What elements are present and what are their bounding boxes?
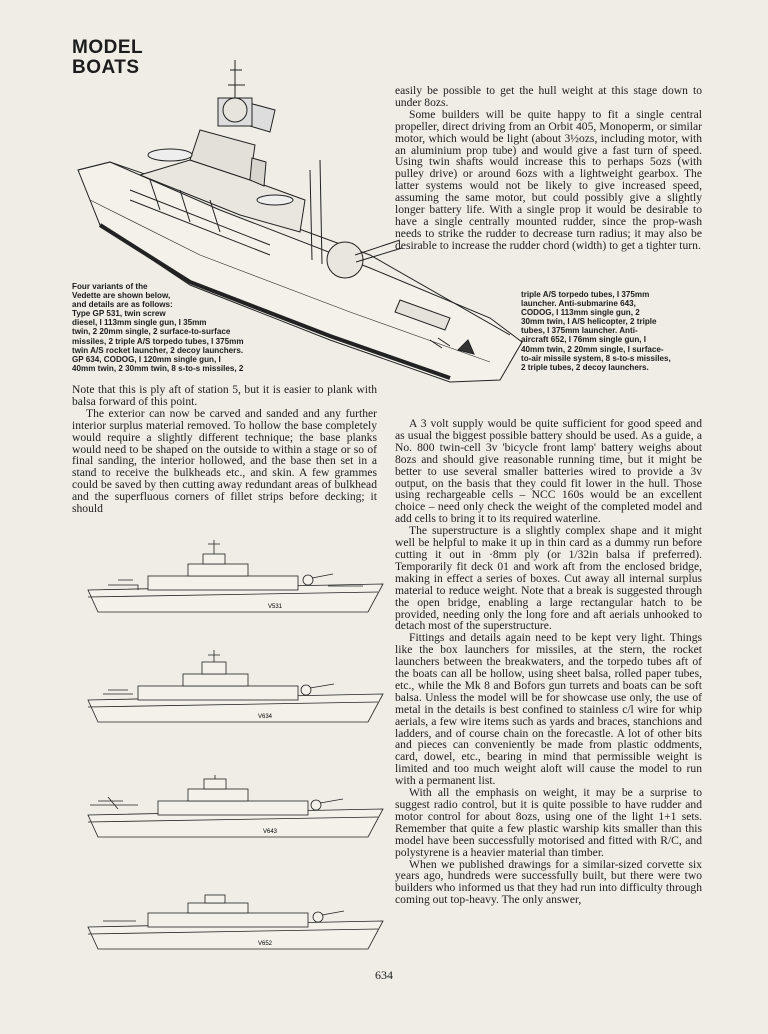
heading-line-1: MODEL bbox=[72, 37, 144, 58]
caption-line: Type GP 531, twin screw bbox=[72, 309, 166, 319]
caption-line: triple A/S torpedo tubes, I 375mm bbox=[521, 290, 650, 299]
caption-line: 30mm twin, I A/S helicopter, 2 triple bbox=[521, 317, 657, 327]
paragraph: With all the emphasis on weight, it may be a surprise to suggest radio control, but it is quite possible to have rudder and motor control for about 8ozs, using one of the light 1+1 sets. Remember that quite a few plastic warship kits smaller than this model have been successfully motorised and fitted with R/C, and polystyrene is a heavier material than timber. bbox=[395, 786, 702, 859]
paragraph: Some builders will be quite happy to fit a single central propeller, direct driving from an Orbit 405, Monoperm, or similar motor, which would be light (about 3½ozs, including motor, with an aluminium prop tube) and would give a fast turn of speed. Using twin shafts would increase this to perhaps 5ozs (with pulley drive) or around 6ozs with a lightweight gearbox. The latter systems would not be likely to give increased speed, assuming the same motor, but could possibly give a slightly longer battery life. With a single prop it would be desirable to have a single centrally mounted rudder, since the prop-wash needs to strike the rudder to decrease turn radius; it may also be desirable to increase the rudder chord (width) to get a tighter turn. bbox=[395, 107, 702, 252]
caption-line: to-air missile system, 8 s-to-s missiles, bbox=[521, 353, 671, 363]
figure-caption-left bbox=[72, 282, 312, 373]
ship-label: V531 bbox=[268, 604, 283, 610]
figure-caption-right bbox=[521, 290, 702, 372]
heading-line-2: BOATS bbox=[72, 57, 140, 78]
ship-profile-v643 bbox=[78, 775, 388, 845]
paragraph: The exterior can now be carved and sanded and any further interior surplus material removed. To hollow the base completely would require a slightly different technique; the base planks would need to be shaped on the outside to within a stage or so of final sanding, the interior hollowed, and the base then set in a stand to receive the bulkheads etc., and skin. A few grammes could be saved by then cutting away redundant areas of bulkhead and the superfluous corners of fillet strips before decking; it should bbox=[72, 406, 377, 516]
ship-label: V652 bbox=[258, 941, 273, 947]
caption-line: Vedette are shown below, bbox=[72, 291, 171, 301]
caption-line: tubes, I 375mm launcher. Anti- bbox=[521, 326, 638, 336]
caption-line: CODOG, I 113mm single gun, 2 bbox=[521, 308, 640, 318]
caption-line: twin, 2 20mm single, 2 surface-to-surface bbox=[72, 327, 231, 337]
caption-line: Four variants of the bbox=[72, 282, 148, 291]
caption-line: and details are as follows: bbox=[72, 300, 173, 310]
caption-line: 40mm twin, 2 20mm single, I surface- bbox=[521, 344, 664, 354]
paragraph: The superstructure is a slightly complex shape and it might well be helpful to make it up in thin card as a dummy run before cutting it out in ·8mm ply (or 1/32in balsa if preferred). Temporarily fit deck 01 and work aft from the enclosed bridge, making in effect a series of boxes. Cut away all internal surplus material to reduce weight. Note that a break is suggested through the open bridge, enabling a large rectangular hatch to be provided, needing only the long fore and aft aerials unhooked to detach most of the superstructure. bbox=[395, 524, 702, 633]
text-column-left bbox=[72, 384, 377, 515]
paragraph: A 3 volt supply would be quite sufficient for good speed and as usual the biggest possible battery should be used. As a guide, a No. 800 twin-cell 3v 'bicycle front lamp' battery weighs about 8ozs and should give reasonable running time, but it might be better to use several smaller batteries wired to provide a 3v output, on the basis that they could fit lower in the hull. Those using rechargeable cells – NCC 160s would be an excellent choice – need only check the weight of the completed model and add cells to bring it to its required waterline. bbox=[395, 417, 702, 526]
ship-profile-v652 bbox=[78, 895, 388, 955]
ship-profile-v531 bbox=[78, 540, 388, 620]
caption-line: diesel, I 113mm single gun, I 35mm bbox=[72, 318, 207, 328]
paragraph: When we published drawings for a similar-sized corvette six years ago, hundreds were successfully built, but there were two builders who informed us that they had run into difficulty through coming out top-heavy. The only answer, bbox=[395, 857, 702, 907]
text-column-right bbox=[395, 418, 702, 906]
caption-line: GP 634, CODOG, I 120mm single gun, I bbox=[72, 354, 221, 364]
caption-line: aircraft 652, I 76mm single gun, I bbox=[521, 335, 647, 345]
caption-line: launcher. Anti-submarine 643, bbox=[521, 299, 636, 309]
paragraph: Fittings and details again need to be kept very light. Things like the box launchers for missiles, at the stern, the rocket launchers between the breakwaters, and the torpedo tubes aft of the boats can all be hollow, using sheet balsa, rolled paper tubes, etc., while the Mk 8 and Bofors gun turrets and boats can be soft balsa. Unless the model will be for showcase use only, the use of metal in the details is best confined to stainless c/l wire for whip aerials, a few wire items such as yards and braces, stanchions and ladders, and of course chain on the forecastle. A lot of other bits and pieces can conveniently be made from plastic oddments, card, dowel, etc., bearing in mind that permissible weight is limited and too much weight aloft will cause the model to run with a permanent list. bbox=[395, 631, 702, 788]
paragraph: Note that this is ply aft of station 5, but it is easier to plank with balsa forward of this point. bbox=[72, 383, 377, 408]
ship-profile-v634 bbox=[78, 650, 388, 730]
caption-line: 40mm twin, 2 30mm twin, 8 s-to-s missiles, 2 bbox=[72, 363, 244, 373]
ship-label: V634 bbox=[258, 714, 273, 720]
page-number: 634 bbox=[375, 968, 393, 982]
text-column-right-top bbox=[395, 85, 702, 252]
caption-line: 2 triple tubes, 2 decoy launchers. bbox=[521, 362, 649, 372]
ship-label: V643 bbox=[263, 829, 278, 835]
caption-line: twin A/S rocket launcher, 2 decoy launchers. bbox=[72, 345, 244, 355]
paragraph: easily be possible to get the hull weight at this stage down to under 8ozs. bbox=[395, 84, 702, 109]
caption-line: missiles, 2 triple A/S torpedo tubes, I 375mm bbox=[72, 336, 244, 346]
